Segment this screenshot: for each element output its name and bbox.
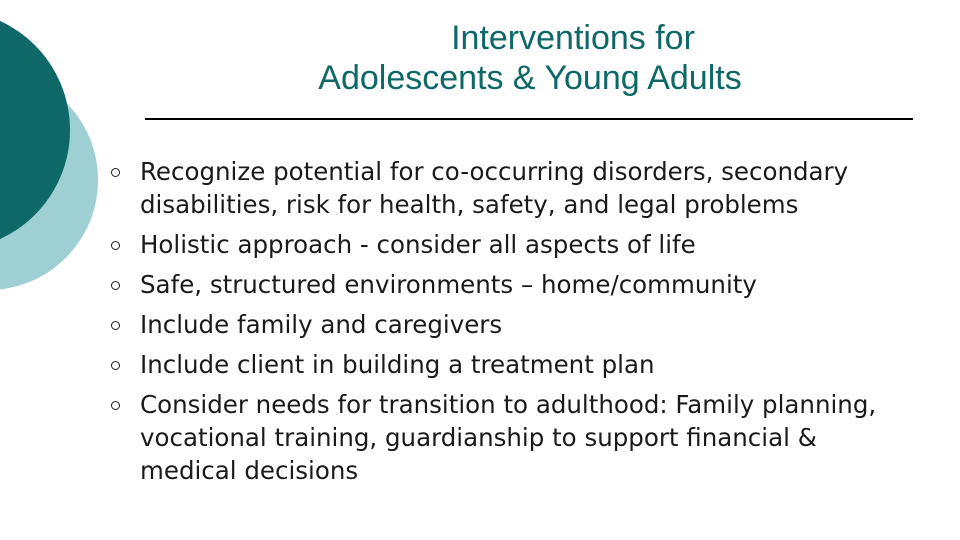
bullet-text: Safe, structured environments – home/community	[140, 270, 757, 299]
bullet-text: Recognize potential for co-occurring disorders, secondary disabilities, risk for health, safety, and legal problems	[140, 157, 849, 219]
hollow-circle-icon	[111, 361, 120, 370]
hollow-circle-icon	[111, 401, 120, 410]
bullet-item-treatment-plan	[110, 348, 910, 381]
bullet-list	[110, 155, 910, 494]
bullet-item-family	[110, 308, 910, 341]
bullet-text: Consider needs for transition to adulthood: Family planning, vocational training, guardianship to support financial & medical decisions	[140, 390, 877, 485]
title-line-2: Adolescents & Young Adults	[318, 59, 742, 97]
hollow-circle-icon	[111, 241, 120, 250]
title-underline	[145, 118, 913, 120]
bullet-text: Holistic approach - consider all aspects of life	[140, 230, 696, 259]
bullet-item-holistic	[110, 228, 910, 261]
hollow-circle-icon	[111, 321, 120, 330]
hollow-circle-icon	[111, 168, 120, 177]
bullet-item-co-occurring	[110, 155, 910, 221]
hollow-circle-icon	[111, 281, 120, 290]
bullet-text: Include family and caregivers	[140, 310, 503, 339]
slide-title	[150, 18, 910, 98]
bullet-text: Include client in building a treatment plan	[140, 350, 655, 379]
bullet-item-safe-environments	[110, 268, 910, 301]
title-line-1: Interventions for	[451, 19, 695, 57]
bullet-item-transition	[110, 388, 910, 487]
